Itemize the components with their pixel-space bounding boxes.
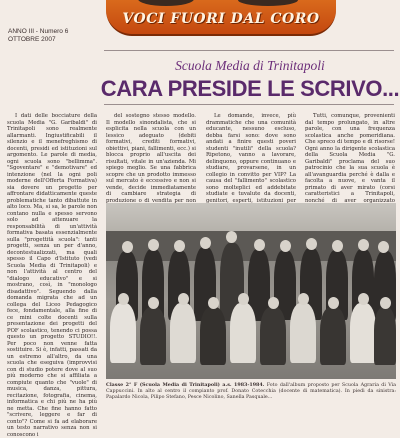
article-column-3 — [206, 113, 296, 204]
person-figure — [260, 307, 286, 365]
person-figure — [140, 307, 166, 365]
article-text: Le domande, invece, più drammatiche che una comunità educante, nessuno escluso, debba farsi sono: dove sono andati a finire questi poveri studenti "inutili" della scuola? Ripetono, vanno a lavorare, delinquono, oppure continuano e studiare, provarsene, in un collegio in convitto per VIP? La causa del "fallimento" scolastico sono molteplici ed addebitate studiate e tuvalute da docenti, genitori, esperti, istituzioni per — [206, 113, 296, 204]
person-figure — [200, 307, 226, 365]
person-head — [358, 293, 369, 305]
article-column-1 — [7, 113, 97, 438]
divider — [104, 50, 394, 51]
person-head — [238, 293, 249, 305]
person-head — [148, 239, 159, 251]
person-head — [280, 240, 291, 252]
person-head — [306, 238, 317, 250]
article-kicker: Scuola Media di Trinitapoli — [175, 58, 325, 73]
teacher-head — [226, 231, 237, 243]
caption-title: Classe 2° F (Scuola Media di Trinitapoli) a.s. 1983-1984. — [106, 382, 265, 388]
caption-text: Foto dall'album proposto per Scuola Agraria di Via Cappuccini. In alto al centro il compianto prof. Donato Cotecchia (docente di matematica). In piedi da sinistra: Papalardo Nicola, Pilipo Stefano, Pesce Nicolino, Sanella Pasquale... — [106, 383, 396, 400]
article-text: I dati delle bocciature della scuola Media "G. Garibaldi" di Trinitapoli sono realmente allarmanti. Ingiustificabili il silenzio e il menefreghismo di docenti, presidi ed istituzioni sul argomento. Le parole di media, ogni scuola sono "bellimma". "Sgoventare" e "demotivare" ed intenzione (nel la ogni poli moderne dell'Offerta Formativa) sia dovere un progetto per affrontare didatticamente queste problematiche tanto dibattute in alto loco. Ma, si sa, le parole non contano nulla e spesso servono solo ad attenuare la responsabilità di un'attività formativa basata essenzialmente sulla "progettità scuola": tanti progetti, senza un per d'anno, decontestualizzati, ma quali spesso il Capo d'Istituto (vedi Scuola Media di Trinitapoli) e non l'attività al centro del "dialogo educativo" e si mostrano, così, in "monologo disadattivo". Seguendo dalla domanda migrata che ad un collega del Liceo Pedagogico fece, fondamentale, alla fine di ce mini colte docenti sulla presentazione dei progetti del POF scolastico, tenendo ci possa questo un progetto STUDIO!!. Per poco non venne fatta sostituire. Si è, infatti, passati da un estremo all'altro, da una scuola che eseguiva (improvvisi con di studio potere dove al suo più moderno che si affiliata a compiute quanto che "vuole" di musica, danza, pittura, recitazione, fotografia, cinema, informatica e chi più ne ha più ne metta. Che fine hanno fatto "scrivere, leggere e far di conto"? Come si fa ad elaborare un testo narrativo senza non si conoscono i — [7, 113, 97, 438]
person-head — [200, 237, 211, 249]
person-figure — [110, 303, 136, 363]
article-column-4 — [305, 113, 395, 204]
masthead — [0, 0, 400, 46]
issue-date: OTTOBRE 2007 — [8, 36, 56, 43]
person-head — [378, 241, 389, 253]
person-head — [268, 297, 279, 309]
masthead-title: VOCI FUORI DAL CORO — [122, 11, 320, 27]
person-head — [122, 241, 133, 253]
person-figure — [170, 303, 196, 363]
person-head — [208, 297, 219, 309]
person-head — [298, 293, 309, 305]
person-figure — [320, 307, 346, 365]
issue-info — [8, 28, 68, 44]
person-head — [380, 297, 391, 309]
photo-caption — [106, 382, 396, 400]
article-headline: CARA PRESIDE LE SCRIVO... — [100, 76, 400, 101]
person-head — [328, 297, 339, 309]
person-figure — [290, 303, 316, 363]
issue-number: ANNO III - Numero 6 — [8, 28, 69, 35]
person-head — [254, 239, 265, 251]
class-photo — [106, 203, 396, 379]
article-text: Tutti, comunque, provenienti dal tempo prolungato, in altre parole, con una frequenza scolastica anche pomeridiana. Che spreco di tempo e di risorse! Ogni anno la dirigente scolastica della Scuola Media "G. Garibaldi" proclama del suo patrocinio che la sua scuola è all'avanguardia perché è dalla e facolta a nuove, e vanta il primato di aver mirato (corsi caratteristici a Trinitapoli, nonché di aver organizzato — [305, 113, 395, 204]
person-head — [148, 297, 159, 309]
person-head — [358, 239, 369, 251]
person-figure — [350, 303, 376, 363]
person-figure — [374, 307, 396, 365]
person-figure — [230, 303, 256, 363]
divider — [104, 104, 394, 105]
person-head — [332, 240, 343, 252]
person-head — [174, 240, 185, 252]
article-text: del sostegno stesso modello. Il modello sinondalista, che si esplicita nella scuola con un lessico adeguato (debiti formativi, crediti formativi, obiettivi, piani, fallimenti, ecc.) si blocca proprio all'uscita dei risultati, vitale in un'azienda. Mi spiego meglio. Se una fabbrica scopre che un prodotto immesso sul mercato è eccessivo e non si vende, decide immediatamente di cambiare strategia di produzione o di vendita per non — [106, 113, 197, 204]
person-head — [118, 293, 129, 305]
person-head — [178, 293, 189, 305]
article-column-2 — [106, 113, 197, 204]
